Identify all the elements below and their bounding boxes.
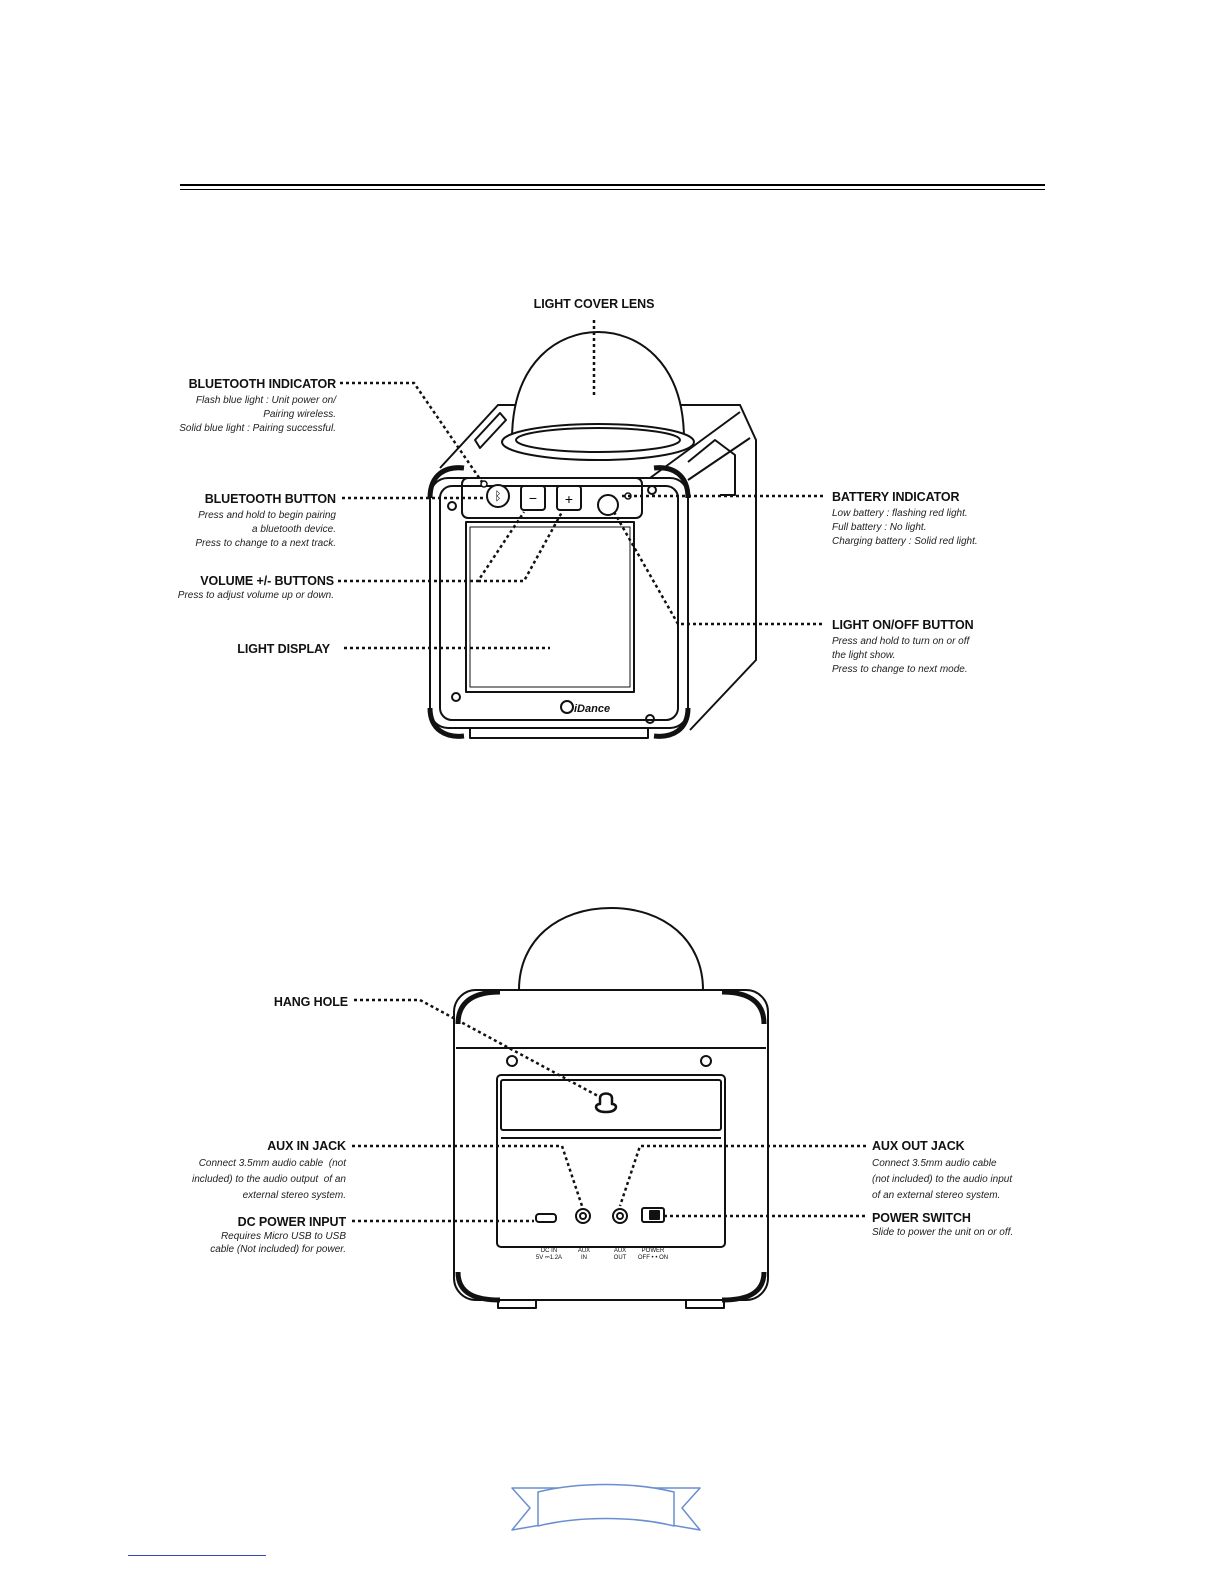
callout-description: Slide to power the unit on or off. <box>872 1227 1014 1238</box>
callout-title: HANG HOLE <box>273 995 348 1009</box>
callout-title: VOLUME +/- BUTTONS <box>200 574 334 588</box>
callout-aux-out-jack <box>872 1139 1072 1204</box>
panel-label-aux-out: AUX OUT <box>613 1248 627 1261</box>
callout-description: Connect 3.5mm audio cable (not included) to the audio input of an external stereo system. <box>872 1158 1013 1201</box>
callout-description: Requires Micro USB to USB cable (Not included) for power. <box>210 1231 346 1255</box>
footer-ribbon-icon <box>508 1482 704 1538</box>
callout-description: Flash blue light : Unit power on/ Pairing wireless. Solid blue light : Pairing successful. <box>179 395 336 434</box>
brand-logo: iDance <box>574 703 611 715</box>
svg-text:ᛒ: ᛒ <box>494 489 502 503</box>
callout-title: BATTERY INDICATOR <box>832 490 960 504</box>
panel-label-dc-in: DC IN 5V ⎓1.2A <box>535 1248 563 1261</box>
callout-title: LIGHT COVER LENS <box>533 297 655 311</box>
volume-down-glyph: − <box>528 490 538 506</box>
callout-hang-hole <box>196 995 348 1009</box>
callout-description: Press and hold to turn on or off the light show. Press to change to next mode. <box>832 636 970 675</box>
panel-label-power: POWER OFF • • ON <box>637 1248 669 1261</box>
callout-title: BLUETOOTH BUTTON <box>204 492 336 506</box>
callout-title: AUX OUT JACK <box>872 1139 965 1153</box>
callout-aux-in-jack <box>160 1139 346 1204</box>
callout-description: Press and hold to begin pairing a bluetooth device. Press to change to a next track. <box>195 510 336 549</box>
callout-title: LIGHT ON/OFF BUTTON <box>832 618 974 632</box>
callout-title: BLUETOOTH INDICATOR <box>188 377 336 391</box>
callout-power-switch <box>872 1211 1072 1240</box>
footer-link-underline <box>128 1555 266 1556</box>
callout-title: AUX IN JACK <box>267 1139 346 1153</box>
callout-title: LIGHT DISPLAY <box>237 642 330 656</box>
panel-label-aux-in: AUX IN <box>577 1248 591 1261</box>
callout-title: POWER SWITCH <box>872 1211 971 1225</box>
callout-dc-power-input <box>160 1215 346 1256</box>
callout-description: Press to adjust volume up or down. <box>177 590 334 601</box>
volume-up-glyph: + <box>564 491 574 507</box>
callout-description: Low battery : flashing red light. Full battery : No light. Charging battery : Solid red light. <box>832 508 978 547</box>
callout-title: DC POWER INPUT <box>237 1215 346 1229</box>
callout-description: Connect 3.5mm audio cable (not included) to the audio output of an external stereo system. <box>191 1158 346 1201</box>
